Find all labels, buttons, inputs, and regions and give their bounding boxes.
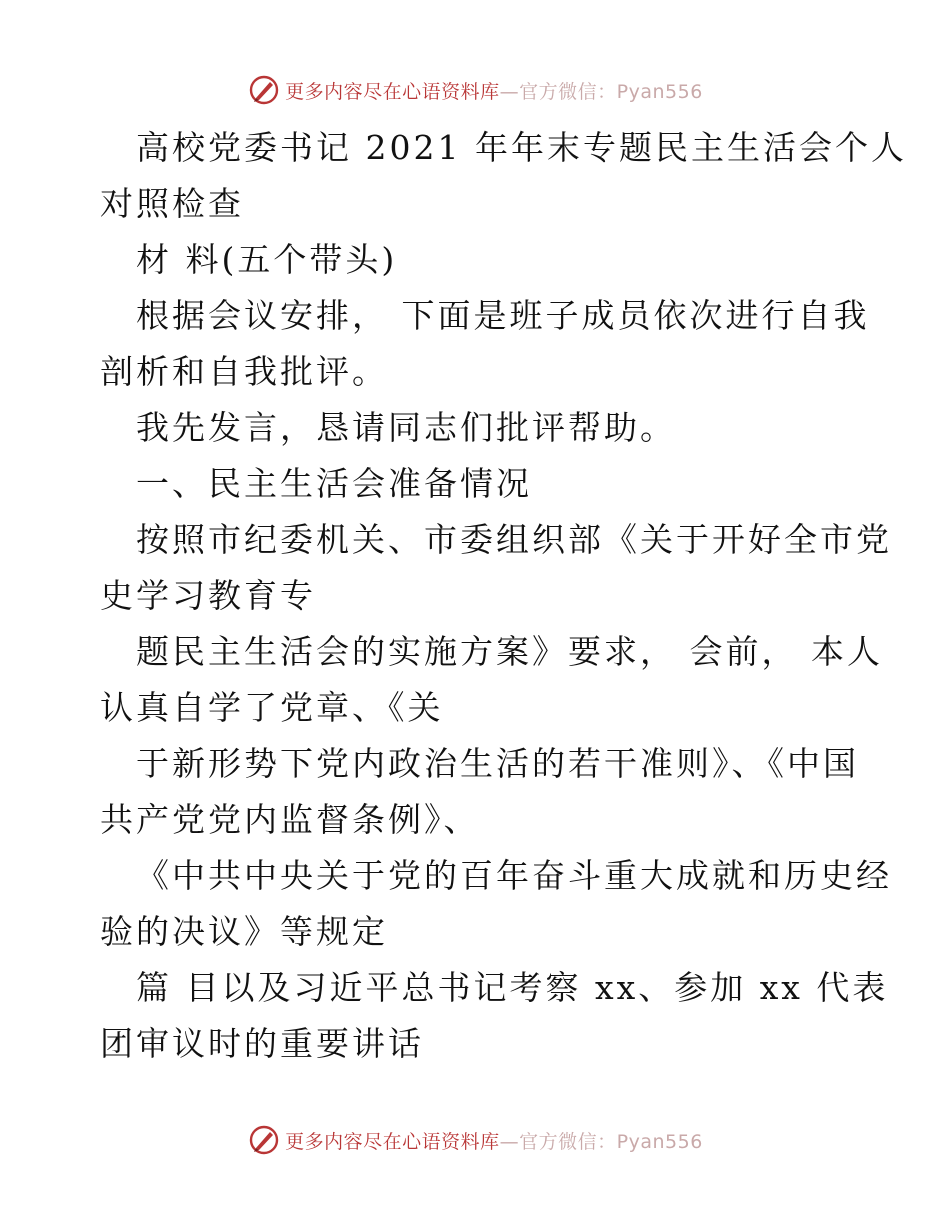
paragraph <box>100 624 883 736</box>
paragraph-line: 共产党党内监督条例》、 <box>100 800 480 839</box>
header-watermark <box>0 70 950 110</box>
paragraph-line: 《中共中央关于党的百年奋斗重大成就和历史经 <box>136 856 892 895</box>
paragraph-line: 对照检查 <box>100 184 244 223</box>
paragraph-line: 按照市纪委机关、市委组织部《关于开好全市党 <box>136 520 892 559</box>
watermark-text <box>285 77 703 104</box>
watermark-separator: — <box>499 1130 520 1153</box>
paragraph-line: 于新形势下党内政治生活的若干准则》、《中国 <box>136 744 859 783</box>
watermark-prefix: 更多内容尽在心语资料库 <box>285 80 500 103</box>
watermark-suffix: 官方微信：Pyan556 <box>519 1130 703 1153</box>
paragraph-line: 高校党委书记 2021 年年末专题民主生活会个人 <box>136 128 907 167</box>
footer-watermark <box>0 1120 950 1160</box>
paragraph-title <box>100 120 907 232</box>
paragraph <box>100 960 889 1072</box>
watermark-separator: — <box>499 80 520 103</box>
paragraph-subtitle <box>100 232 860 288</box>
paragraph-line: 史学习教育专 <box>100 576 316 615</box>
paragraph <box>100 736 860 848</box>
pen-logo-icon <box>247 1123 281 1157</box>
paragraph <box>100 288 870 400</box>
paragraph-line: 题民主生活会的实施方案》要求， 会前， 本人 <box>136 632 883 671</box>
pen-logo-icon <box>247 73 281 107</box>
paragraph-line: 一、民主生活会准备情况 <box>136 464 532 503</box>
section-heading <box>100 456 860 512</box>
paragraph <box>100 400 860 456</box>
paragraph-line: 我先发言，恳请同志们批评帮助。 <box>136 408 676 447</box>
document-body <box>100 120 907 1072</box>
watermark-text <box>285 1127 703 1154</box>
paragraph-line: 认真自学了党章、《关 <box>100 688 444 727</box>
paragraph-line: 剖析和自我批评。 <box>100 352 388 391</box>
paragraph-line: 材 料(五个带头) <box>136 240 398 279</box>
watermark-suffix: 官方微信：Pyan556 <box>519 80 703 103</box>
paragraph-line: 篇 目以及习近平总书记考察 xx、参加 xx 代表 <box>136 968 889 1007</box>
watermark-prefix: 更多内容尽在心语资料库 <box>285 1130 500 1153</box>
paragraph <box>100 512 892 624</box>
paragraph-line: 根据会议安排， 下面是班子成员依次进行自我 <box>136 296 870 335</box>
paragraph-line: 验的决议》等规定 <box>100 912 388 951</box>
paragraph <box>100 848 892 960</box>
paragraph-line: 团审议时的重要讲话 <box>100 1024 424 1063</box>
